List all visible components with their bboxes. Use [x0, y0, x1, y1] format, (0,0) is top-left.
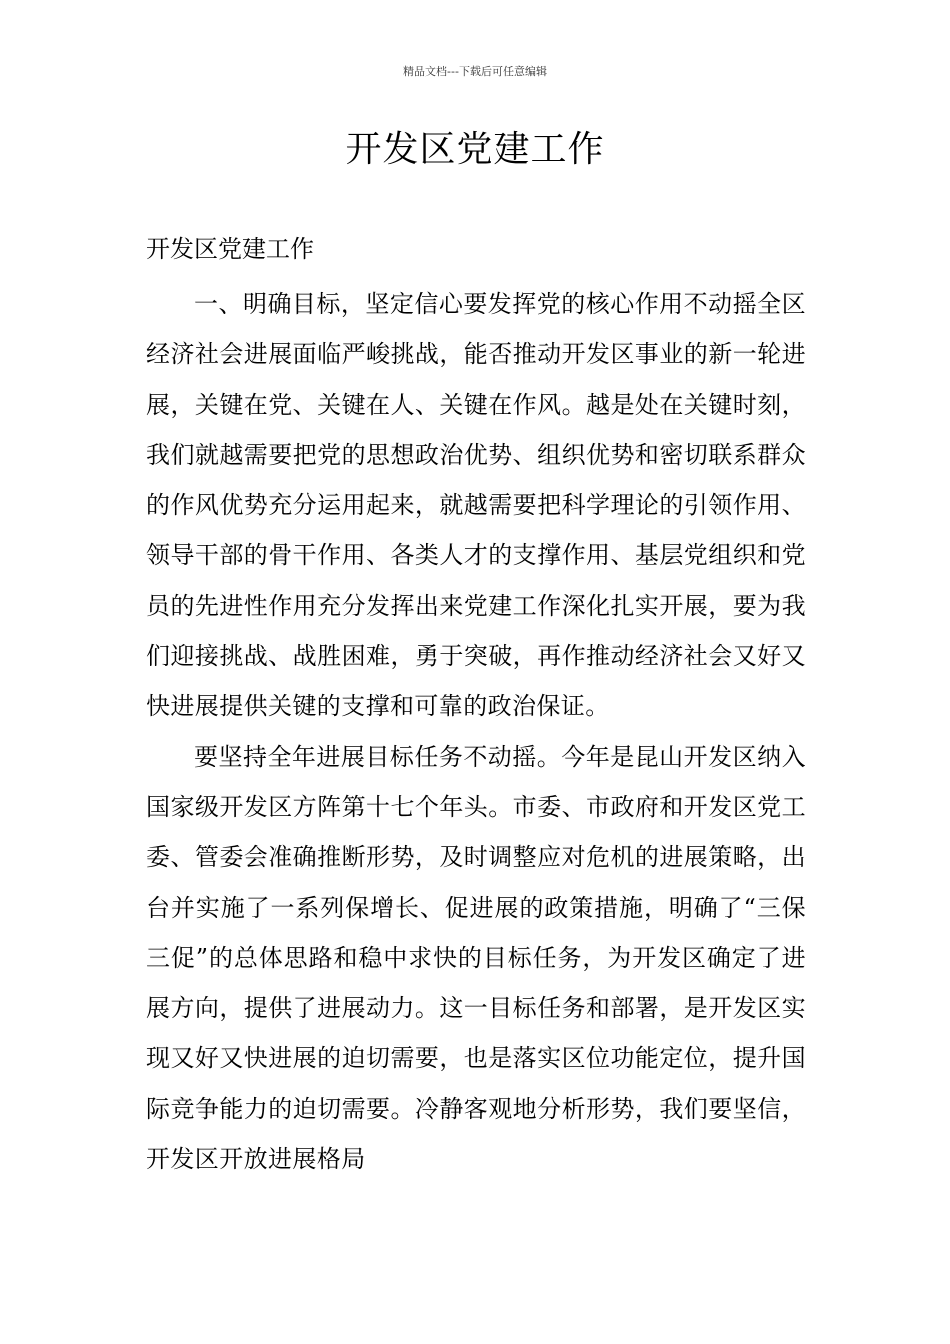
document-title: 开发区党建工作	[345, 129, 605, 170]
page-header: 精品文档---下载后可任意编辑	[403, 65, 547, 78]
paragraph: 要坚持全年进展目标任务不动摇。今年是昆山开发区纳入国家级开发区方阵第十七个年头。市委、市政府和开发区党工委、管委会准确推断形势，及时调整应对危机的进展策略，出台并实施了一系列保增长、促进展的政策措施，明确了“三保三促”的总体思路和稳中求快的目标任务，为开发区确定了进展方向，提供了进展动力。这一目标任务和部署，是开发区实现又好又快进展的迫切需要，也是落实区位功能定位，提升国际竞争能力的迫切需要。冷静客观地分析形势，我们要坚信，开发区开放进展格局	[146, 742, 806, 1174]
document-subtitle: 开发区党建工作	[146, 235, 314, 263]
document-body	[146, 279, 806, 1184]
paragraph: 一、明确目标，坚定信心要发挥党的核心作用不动摇全区经济社会进展面临严峻挑战，能否推动开发区事业的新一轮进展，关键在党、关键在人、关键在作风。越是处在关键时刻，我们就越需要把党的思想政治优势、组织优势和密切联系群众的作风优势充分运用起来，就越需要把科学理论的引领作用、领导干部的骨干作用、各类人才的支撑作用、基层党组织和党员的先进性作用充分发挥出来党建工作深化扎实开展，要为我们迎接挑战、战胜困难，勇于突破，再作推动经济社会又好又快进展提供关键的支撑和可靠的政治保证。	[146, 290, 806, 721]
